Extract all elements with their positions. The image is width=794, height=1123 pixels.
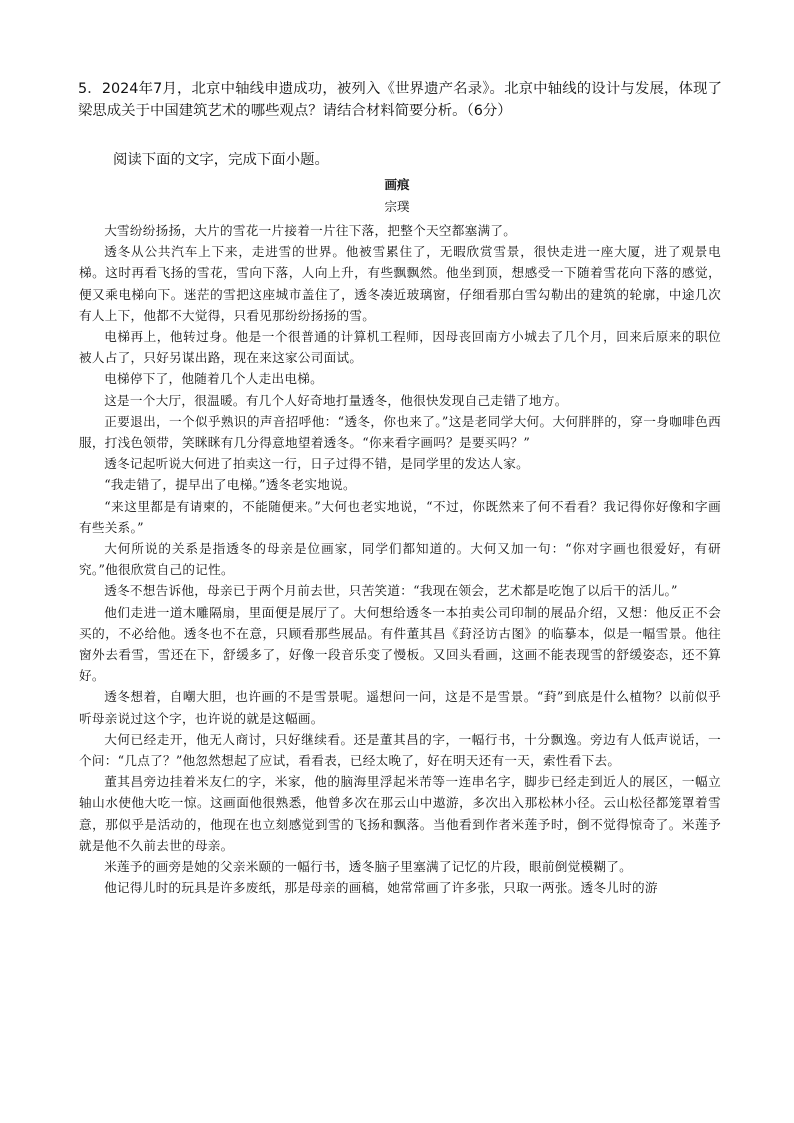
story-paragraph: 大何已经走开，他无人商讨，只好继续看。还是董其昌的字，一幅行书，十分飘逸。旁边有人低声说话，一个问：“几点了？”他忽然想起了应试，看看表，已经太晚了，好在明天还有一天，索性看下去。 <box>79 731 721 769</box>
story-paragraph: 米莲予的画旁是她的父亲米颐的一幅行书，透冬脑子里塞满了记忆的片段，眼前倒觉模糊了。 <box>104 859 633 875</box>
story-paragraph: 这是一个大厅，很温暖。有几个人好奇地打量透冬，他很快发现自己走错了地方。 <box>104 392 568 408</box>
story-paragraph: 透冬想着，自嘲大胆，也许画的不是雪景呢。遥想问一问，这是不是雪景。“葑”到底是什么植物？以前似乎听母亲说过这个字，也许说的就是这幅画。 <box>79 689 721 726</box>
story-paragraph: 董其昌旁边挂着米友仁的字，米家，他的脑海里浮起米芾等一连串名字，脚步已经走到近人的展区，一幅立轴山水使他大吃一惊。这画面他很熟悉，他曾多次在那云山中遨游，多次出入那松林小径。云山松径都笼罩着雪意，那似乎是活动的，他现在也立刻感觉到雪的飞扬和飘落。当他看到作者米莲予时，倒不觉得惊奇了。米莲予就是他不久前去世的母亲。 <box>79 774 721 853</box>
story-paragraph: 正要退出，一个似乎熟识的声音招呼他：“透冬，你也来了。”这是老同学大何。大何胖胖的，穿一身咖啡色西服，打浅色领带，笑眯眯有几分得意地望着透冬。“你来看字画吗？是要买吗？” <box>79 413 721 451</box>
story-paragraph: 大雪纷纷扬扬，大片的雪花一片接着一片往下落，把整个天空都塞满了。 <box>104 223 517 238</box>
story-paragraph: 他们走进一道木雕隔扇，里面便是展厅了。大何想给透冬一本拍卖公司印制的展品介绍，又想：他反正不会买的，不必给他。透冬也不在意，只顾看那些展品。有件董其昌《葑泾访古图》的临摹本，似是一幅雪景。他往窗外去看雪，雪还在下，舒缓多了，好像一段音乐变了慢板。又回头看画，这画不能表现雪的舒缓姿态，还不算好。 <box>79 604 721 684</box>
story-paragraph: 电梯再上，他转过身。他是一个很普通的计算机工程师，因母丧回南方小城去了几个月，回来后原来的职位被人占了，只好另谋出路，现在来这家公司面试。 <box>79 329 721 366</box>
question-5: 5．2024年7月，北京中轴线申遗成功，被列入《世界遗产名录》。北京中轴线的设计与发展，体现了梁思成关于中国建筑艺术的哪些观点？请结合材料简要分析。（6分） <box>78 81 722 119</box>
reading-instruction: 阅读下面的文字，完成下面小题。 <box>113 152 329 168</box>
story-paragraph: 他记得儿时的玩具是许多废纸，那是母亲的画稿，她常常画了许多张，只取一两张。透冬儿时的游 <box>104 880 658 896</box>
story-title: 画痕 <box>384 177 410 192</box>
story-body <box>79 220 721 899</box>
story-paragraph: “我走错了，提早出了电梯。”透冬老实地说。 <box>104 477 356 493</box>
story-paragraph: “来这里都是有请柬的，不能随便来。”大何也老实地说，“不过，你既然来了何不看看？我记得你好像和字画有些关系。” <box>79 498 721 535</box>
story-author: 宗璞 <box>384 199 410 214</box>
story-paragraph: 透冬从公共汽车上下来，走进雪的世界。他被雪累住了，无暇欣赏雪景，很快走进一座大厦，进了观景电梯。这时再看飞扬的雪花，雪向下落，人向上升，有些飘飘然。他坐到顶，想感受一下随着雪花向下落的感觉，便又乘电梯向下。迷茫的雪把这座城市盖住了，透冬凑近玻璃窗，仔细看那白雪勾勒出的建筑的轮廓，中途几次有人上下，他都不大觉得，只看见那纷纷扬扬的雪。 <box>79 244 721 323</box>
story-paragraph: 大何所说的关系是指透冬的母亲是位画家，同学们都知道的。大何又加一句：“你对字画也很爱好，有研究。”他很欣赏自己的记性。 <box>79 541 721 578</box>
story-paragraph: 电梯停下了，他随着几个人走出电梯。 <box>104 371 324 387</box>
story-paragraph: 透冬不想告诉他，母亲已于两个月前去世，只苦笑道：“我现在领会，艺术都是吃饱了以后干的活儿。” <box>104 583 678 599</box>
story-paragraph: 透冬记起听说大何进了拍卖这一行，日子过得不错，是同学里的发达人家。 <box>104 456 530 472</box>
